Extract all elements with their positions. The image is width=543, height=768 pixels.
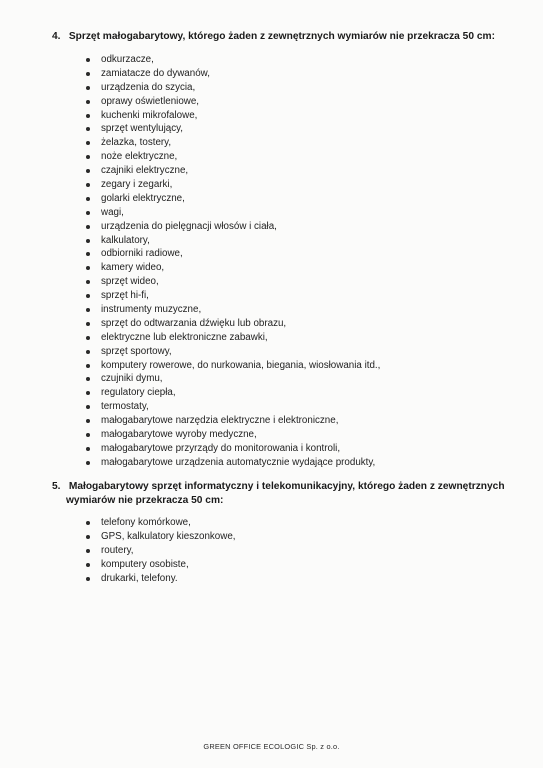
list-item xyxy=(86,261,380,275)
list-item xyxy=(86,67,380,81)
list-item xyxy=(86,53,380,67)
list-item-text: oprawy oświetleniowe, xyxy=(101,95,200,107)
bullet-icon xyxy=(86,225,90,229)
list-item xyxy=(86,122,380,136)
section-5-number: 5. xyxy=(52,481,61,492)
list-item-text: routery, xyxy=(101,544,134,556)
bullet-icon xyxy=(86,350,90,354)
list-item-text: sprzęt sportowy, xyxy=(101,345,172,357)
bullet-icon xyxy=(86,405,90,409)
section-4-heading xyxy=(52,30,495,44)
list-item xyxy=(86,331,380,345)
list-item-text: urządzenia do pielęgnacji włosów i ciała, xyxy=(101,220,277,232)
section-4-title: Sprzęt małogabarytowy, którego żaden z zewnętrznych wymiarów nie przekracza 50 cm: xyxy=(68,31,495,42)
list-item-text: komputery rowerowe, do nurkowania, biegania, wiosłowania itd., xyxy=(101,359,381,371)
list-item xyxy=(86,234,380,248)
section-5-title-line2: wymiarów nie przekracza 50 cm: xyxy=(66,495,224,506)
list-item-text: golarki elektryczne, xyxy=(101,192,185,204)
list-item-text: regulatory ciepła, xyxy=(101,387,176,399)
bullet-icon xyxy=(86,377,90,381)
bullet-icon xyxy=(86,169,90,173)
list-item-text: sprzęt do odtwarzania dźwięku lub obrazu, xyxy=(101,317,287,329)
list-item-text: odbiorniki radiowe, xyxy=(101,248,183,260)
list-item-text: elektryczne lub elektroniczne zabawki, xyxy=(101,331,268,343)
list-item-text: zegary i zegarki, xyxy=(101,179,173,191)
list-item-text: wagi, xyxy=(101,206,124,218)
list-item xyxy=(86,544,236,558)
list-item-text: sprzęt wentylujący, xyxy=(101,123,184,135)
list-item xyxy=(86,386,380,400)
list-item xyxy=(86,109,380,123)
list-item xyxy=(86,414,380,428)
bullet-icon xyxy=(86,563,90,567)
list-item-text: żelazka, tostery, xyxy=(101,137,172,149)
list-item xyxy=(86,303,380,317)
bullet-icon xyxy=(86,197,90,201)
bullet-icon xyxy=(86,114,90,118)
list-item-text: małogabarytowe urządzenia automatycznie wydające produkty, xyxy=(101,456,376,468)
bullet-icon xyxy=(86,549,90,553)
list-item-text: czujniki dymu, xyxy=(101,373,163,385)
list-item xyxy=(86,400,380,414)
section-5-heading xyxy=(52,480,512,508)
bullet-icon xyxy=(86,72,90,76)
list-item xyxy=(86,150,380,164)
section-4-number: 4. xyxy=(52,31,61,42)
bullet-icon xyxy=(86,266,90,270)
bullet-icon xyxy=(86,447,90,451)
list-item-text: małogabarytowe wyroby medyczne, xyxy=(101,429,257,441)
bullet-icon xyxy=(86,419,90,423)
bullet-icon xyxy=(86,58,90,62)
list-item-text: termostaty, xyxy=(101,401,149,413)
bullet-icon xyxy=(86,535,90,539)
list-item xyxy=(86,206,380,220)
list-item xyxy=(86,530,236,544)
list-item-text: małogabarytowe przyrządy do monitorowania i kontroli, xyxy=(101,442,341,454)
list-item xyxy=(86,192,380,206)
list-item-text: zamiatacze do dywanów, xyxy=(101,67,210,79)
list-item xyxy=(86,289,380,303)
list-item-text: telefony komórkowe, xyxy=(101,517,191,528)
bullet-icon xyxy=(86,461,90,465)
list-item xyxy=(86,178,380,192)
bullet-icon xyxy=(86,100,90,104)
list-item xyxy=(86,345,380,359)
list-item xyxy=(86,220,380,234)
bullet-icon xyxy=(86,294,90,298)
list-item xyxy=(86,317,380,331)
list-item-text: GPS, kalkulatory kieszonkowe, xyxy=(101,530,236,542)
list-item xyxy=(86,275,380,289)
list-item-text: odkurzacze, xyxy=(101,54,154,65)
bullet-icon xyxy=(86,280,90,284)
list-item-text: komputery osobiste, xyxy=(101,558,189,570)
bullet-icon xyxy=(86,183,90,187)
bullet-icon xyxy=(86,322,90,326)
list-item-text: czajniki elektryczne, xyxy=(101,165,189,177)
list-item xyxy=(86,247,380,261)
bullet-icon xyxy=(86,127,90,131)
list-item-text: noże elektryczne, xyxy=(101,151,178,163)
list-item xyxy=(86,558,236,572)
bullet-icon xyxy=(86,141,90,145)
footer-company-name: GREEN OFFICE ECOLOGIC Sp. z o.o. xyxy=(203,742,340,751)
list-item-text: kuchenki mikrofalowe, xyxy=(101,109,198,121)
section-5-title-line1: Małogabarytowy sprzęt informatyczny i telekomunikacyjny, którego żaden z zewnętrznych xyxy=(68,481,505,492)
list-item xyxy=(86,516,236,530)
bullet-icon xyxy=(86,336,90,340)
bullet-icon xyxy=(86,239,90,243)
list-item-text: instrumenty muzyczne, xyxy=(101,304,202,316)
list-item-text: drukarki, telefony. xyxy=(101,572,178,584)
section-4-list xyxy=(86,53,380,470)
list-item-text: sprzęt hi-fi, xyxy=(101,290,149,302)
list-item-text: urządzenia do szycia, xyxy=(101,81,196,93)
list-item xyxy=(86,442,380,456)
bullet-icon xyxy=(86,391,90,395)
bullet-icon xyxy=(86,308,90,312)
bullet-icon xyxy=(86,521,90,525)
bullet-icon xyxy=(86,577,90,581)
list-item-text: małogabarytowe narzędzia elektryczne i elektroniczne, xyxy=(101,415,339,427)
list-item xyxy=(86,81,380,95)
bullet-icon xyxy=(86,86,90,90)
list-item-text: kalkulatory, xyxy=(101,234,150,246)
bullet-icon xyxy=(86,211,90,215)
list-item xyxy=(86,372,380,386)
list-item xyxy=(86,95,380,109)
list-item-text: kamery wideo, xyxy=(101,262,165,274)
bullet-icon xyxy=(86,252,90,256)
list-item xyxy=(86,164,380,178)
bullet-icon xyxy=(86,155,90,159)
list-item xyxy=(86,428,380,442)
list-item-text: sprzęt wideo, xyxy=(101,276,159,288)
section-5-list xyxy=(86,516,236,585)
list-item xyxy=(86,136,380,150)
list-item xyxy=(86,359,380,373)
bullet-icon xyxy=(86,364,90,368)
list-item xyxy=(86,456,380,470)
list-item xyxy=(86,572,236,586)
bullet-icon xyxy=(86,433,90,437)
